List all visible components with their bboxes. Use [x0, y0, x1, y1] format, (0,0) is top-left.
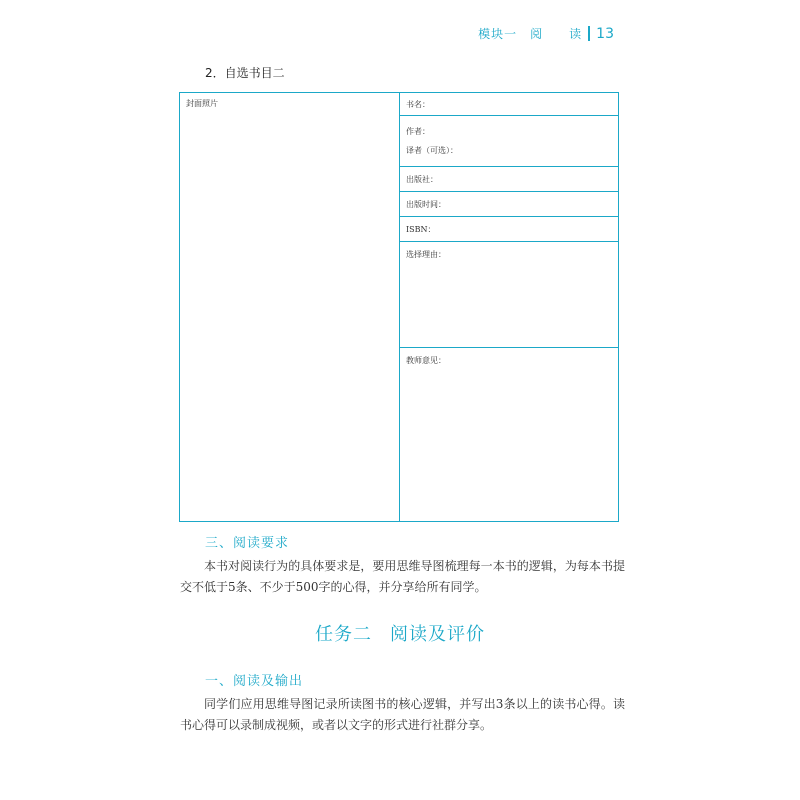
- publisher-label: 出版社：: [406, 174, 438, 184]
- task2-title: [0, 620, 800, 646]
- cover-photo-label: 封面照片: [186, 99, 218, 108]
- reading-output-text: 同学们应用思维导图记录所读图书的核心逻辑，并写出3条以上的读书心得。读书心得可以录制成视频，或者以文字的形式进行社群分享。: [180, 697, 625, 732]
- title-field[interactable]: [400, 93, 618, 116]
- isbn-field[interactable]: [400, 217, 618, 242]
- pub-date-field[interactable]: [400, 192, 618, 217]
- teacher-comment-label: 教师意见：: [406, 356, 446, 365]
- reading-requirements-heading: 三、阅读要求: [205, 536, 290, 551]
- reason-label: 选择理由：: [406, 250, 446, 259]
- title-label: 书名：: [406, 99, 430, 109]
- publisher-field[interactable]: [400, 167, 618, 192]
- author-translator-field[interactable]: [400, 116, 618, 167]
- page-number: 13: [596, 25, 614, 42]
- author-label: 作者：: [406, 127, 430, 136]
- header-divider: [588, 26, 590, 41]
- book-info-form: [179, 92, 619, 522]
- isbn-label: ISBN：: [406, 224, 436, 234]
- module-label: 模块一 阅 读: [478, 27, 583, 41]
- pub-date-label: 出版时间：: [406, 199, 446, 209]
- reading-requirements-text: 本书对阅读行为的具体要求是，要用思维导图梳理每一本书的逻辑，为每本书提交不低于5条、不少于500字的心得，并分享给所有同学。: [180, 559, 625, 594]
- translator-label: 译者（可选）：: [406, 146, 458, 155]
- reading-output-heading: 一、阅读及输出: [205, 674, 304, 689]
- section-title: 2．自选书目二: [205, 66, 285, 80]
- cover-photo-cell[interactable]: [180, 93, 400, 521]
- teacher-comment-field[interactable]: [400, 348, 618, 521]
- task2-title-number: 任务二: [315, 624, 372, 645]
- task2-title-name: 阅读及评价: [390, 624, 485, 645]
- book-details-column: [400, 93, 618, 521]
- reason-field[interactable]: [400, 242, 618, 348]
- running-header: [478, 25, 614, 42]
